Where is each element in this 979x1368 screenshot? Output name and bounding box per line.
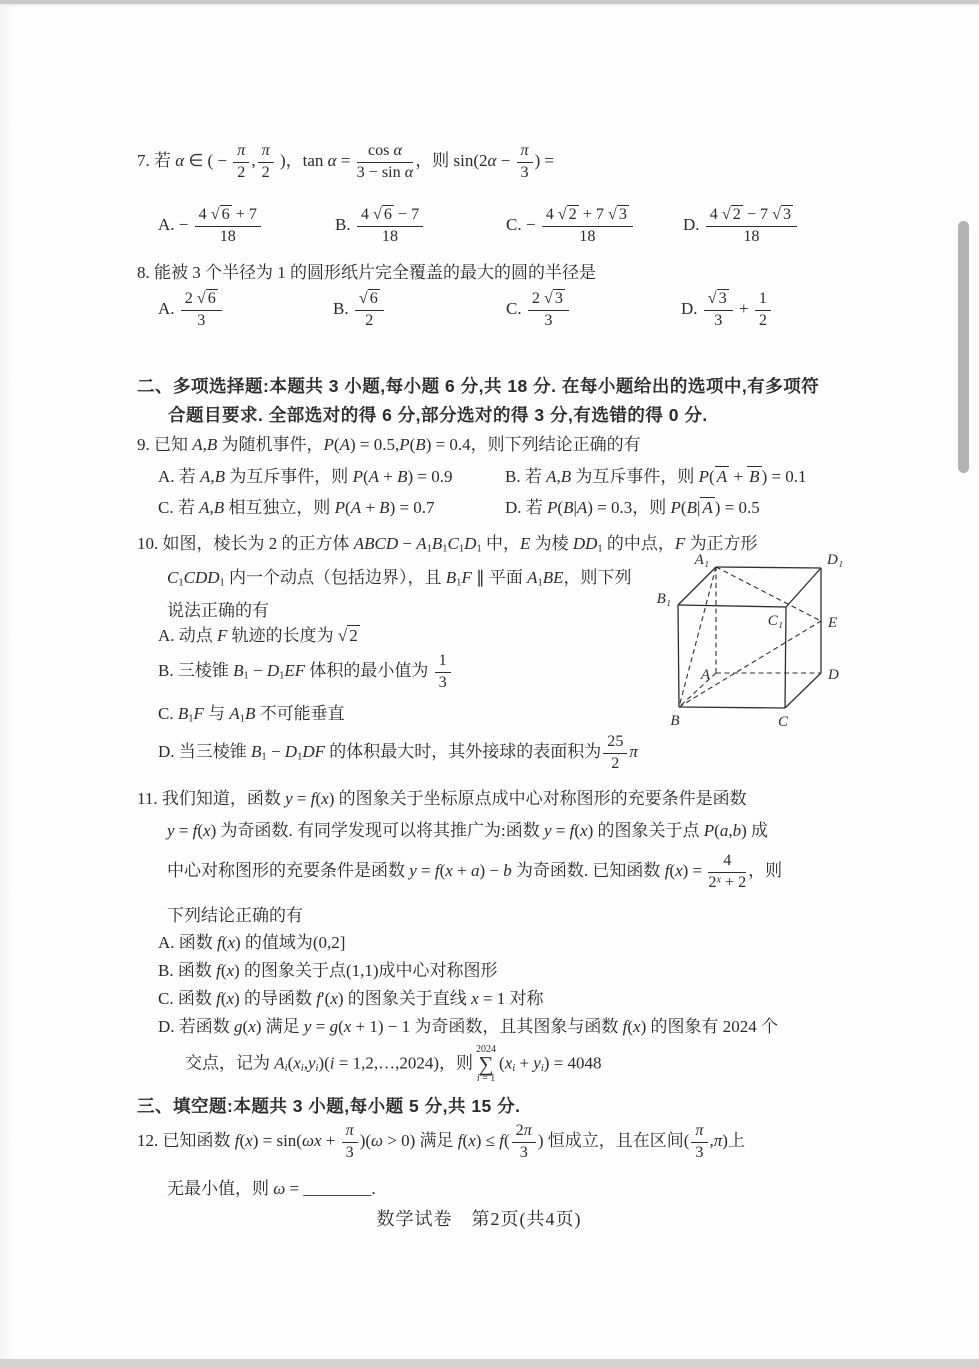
vertex-label-c: C [777, 714, 789, 730]
question-10-option-b: B. 三棱锥 $B_1 - D_1EF$ 体积的最小值为 $\frac{1}{3}$ [158, 652, 453, 692]
question-11-option-a: A. 函数 f(x) 的值域为(0,2] [158, 933, 346, 952]
page-footer: 数学试卷 第2页(共4页) [376, 1209, 582, 1229]
question-9-option-b: B. 若 A,B 为互斥事件，则 P( A + B ) = 0.1 [505, 467, 807, 486]
vertex-label-a: A [700, 667, 710, 683]
question-11-stem-line1: 11. 我们知道，函数 y = f(x) 的图象关于坐标原点成中心对称图形的充要条件是函数 [137, 789, 747, 808]
question-10-stem-line3: 说法正确的有 [167, 601, 269, 620]
section-3-header: 三、填空题:本题共 3 小题,每小题 5 分,共 15 分. [137, 1096, 521, 1116]
question-9-stem: 9. 已知 A,B 为随机事件，P(A) = 0.5,P(B) = 0.4，则下列结论正确的有 [137, 435, 641, 454]
question-7-option-a: A. − $\frac{4 √ 6 + 7}{18}$ [158, 206, 263, 246]
question-7-option-d: D. $\frac{4 √ 2 - 7 √ 3}{18}$ [683, 206, 799, 246]
question-9-option-d: D. 若 P(B|A) = 0.3，则 P(B| A ) = 0.5 [505, 498, 760, 517]
question-11-stem-line4: 下列结论正确的有 [167, 906, 303, 925]
question-11-option-d-line2: 交点，记为 $A_i(x_i,y_i)(i$ = 1,2,…,2024)，则 2024 ∑ i = 1 $(x_i + y_i) = 4048$ [185, 1044, 602, 1084]
question-11-option-c: C. 函数 f(x) 的导函数 f′(x) 的图象关于直线 x = 1 对称 [158, 989, 544, 1008]
question-11-option-b: B. 函数 f(x) 的图象关于点(1,1)成中心对称图形 [158, 961, 498, 980]
question-12-stem-line1: 12. 已知函数 f(x) = sin(ωx + $\frac{\pi}{3}$ )(ω > 0) 满足 f(x) ≤ f( $\frac{2\pi}{3}$ ) 恒成立，且在区间( $\frac{\pi}{3}$ ,π)上 [137, 1122, 745, 1161]
question-8-option-c: C. $\frac{2 √ 3}{3}$ [506, 290, 571, 330]
vertex-label-d: D [828, 667, 839, 683]
viewer-top-shadow [0, 4, 979, 6]
cube-dashed-edges [679, 567, 821, 707]
question-9-option-c: C. 若 A,B 相互独立，则 P(A + B) = 0.7 [158, 498, 435, 517]
question-9-option-a: A. 若 A,B 为互斥事件，则 P(A + B) = 0.9 [158, 467, 453, 486]
question-8-option-d: D. $\frac{√ 3}{3}$ + $\frac{1}{2}$ [681, 290, 773, 330]
question-11-stem-line3: 中心对称图形的充要条件是函数 y = f(x + a) − b 为奇函数. 已知函数 f(x) = $\frac{4}{2^x + 2}$ ，则 [167, 852, 783, 891]
vertex-label-b1: B₁ [656, 591, 671, 607]
question-10-option-c: C. $B_1F$ 与 $A_1B$ 不可能垂直 [158, 704, 345, 725]
question-11-stem-line2: y = f(x) 为奇函数. 有同学发现可以将其推广为:函数 y = f(x) 的图象关于点 P(a,b) 成 [167, 821, 768, 840]
question-10-stem-line2: $C_1CDD_1$ 内一个动点（包括边界），且 $B_1F$ ∥ 平面 $A_1BE$，则下列 [167, 568, 632, 589]
vertex-label-d1: D₁ [827, 552, 844, 568]
question-12-stem-line2: 无最小值，则 ω = ________. [167, 1179, 376, 1198]
scrollbar-thumb[interactable] [958, 221, 969, 473]
vertex-label-b: B [670, 713, 680, 729]
question-8-option-b: B. $\frac{√ 6}{2}$ [333, 290, 386, 330]
question-10-option-a: A. 动点 F 轨迹的长度为 √ 2 [158, 626, 358, 645]
question-11-option-d-line1: D. 若函数 g(x) 满足 y = g(x + 1) − 1 为奇函数，且其图象与函数 f(x) 的图象有 2024 个 [158, 1017, 778, 1036]
cube-figure [653, 548, 863, 743]
question-7-option-c: C. − $\frac{4 √ 2 + 7 √ 3}{18}$ [506, 206, 635, 246]
question-8-option-a: A. $\frac{2 √ 6}{3}$ [158, 290, 224, 330]
section-2-header-line2: 合题目要求. 全部选对的得 6 分,部分选对的得 3 分,有选错的得 0 分. [168, 405, 708, 425]
vertex-label-c1: C₁ [767, 613, 783, 629]
page-edge-shade [0, 6, 14, 1359]
question-10-stem-line1: 10. 如图，棱长为 2 的正方体 ABCD − $A_1B_1C_1D_1$ 中，E 为棱 $DD_1$ 的中点，F 为正方形 [137, 534, 758, 555]
cube-solid-edges [678, 567, 821, 708]
viewer-bottom-bar [0, 1359, 979, 1368]
section-2-header-line1: 二、多项选择题:本题共 3 小题,每小题 6 分,共 18 分. 在每小题给出的选项中,有多项符 [137, 376, 820, 396]
question-8-stem: 8. 能被 3 个半径为 1 的圆形纸片完全覆盖的最大的圆的半径是 [137, 263, 596, 282]
question-7-option-b: B. $\frac{4 √ 6 - 7}{18}$ [335, 206, 425, 246]
vertex-label-a1: A₁ [694, 552, 709, 568]
vertex-label-e: E [828, 615, 838, 631]
question-10-option-d: D. 当三棱锥 $B_1 - D_1DF$ 的体积最大时，其外接球的表面积为 $\frac{25}{2}$ π [158, 733, 638, 772]
question-7-stem: 7. 若 α ∈ ( − $\frac{\pi}{2}$ , $\frac{\pi}{2}$ )，tan α = $\frac{\text{cos α}}{\text{3 − sin α}}$ ，则 sin(2α − $\frac{\pi}{3}$ ) = [137, 142, 555, 181]
